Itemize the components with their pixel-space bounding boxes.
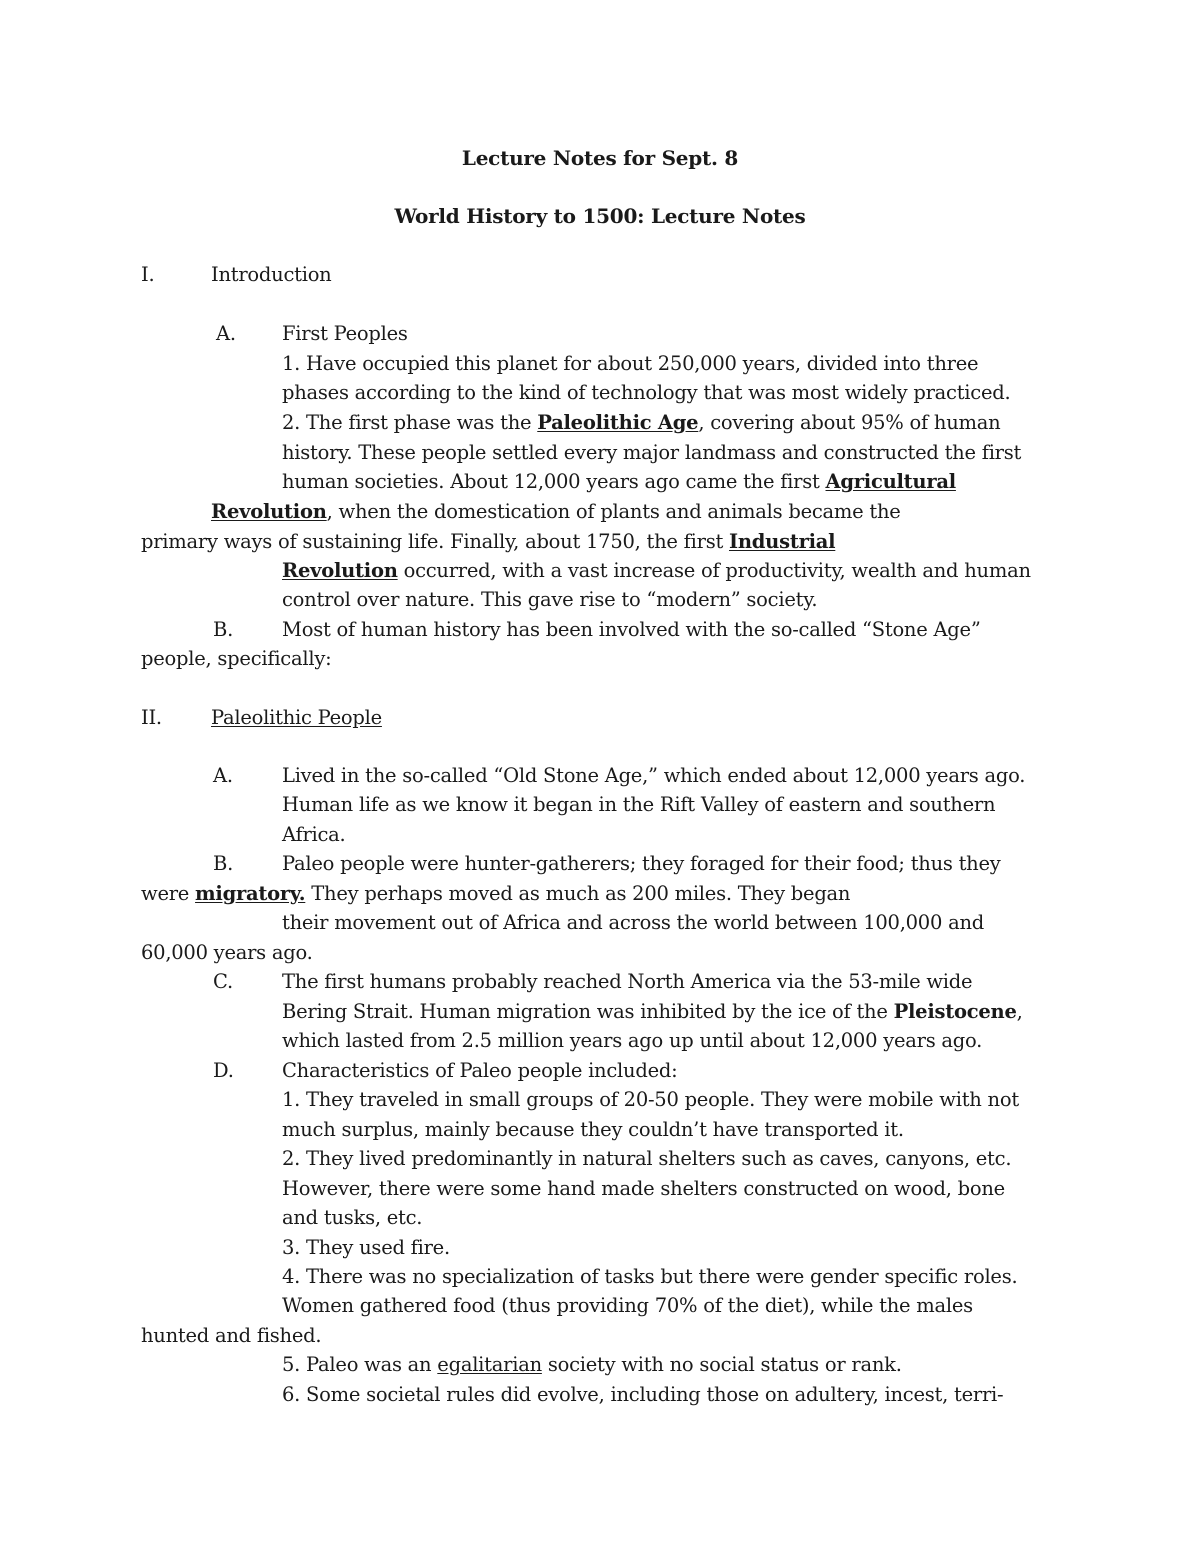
text-line: history. These people settled every major landmass and constructed the first — [282, 441, 1022, 464]
list-item: 6. Some societal rules did evolve, including those on adultery, incest, terri- — [282, 1383, 1004, 1406]
text-line: Characteristics of Paleo people included: — [282, 1059, 678, 1082]
text-line: However, there were some hand made shelters constructed on wood, bone — [282, 1177, 1005, 1200]
text-line: control over nature. This gave rise to “modern” society. — [282, 588, 818, 611]
text-line: Africa. — [282, 823, 346, 846]
text-line: and tusks, etc. — [282, 1206, 423, 1229]
list-item: 1. They traveled in small groups of 20-50 people. They were mobile with not — [282, 1088, 1019, 1111]
list-item: 3. They used fire. — [282, 1236, 450, 1259]
section-number: II. — [141, 706, 162, 729]
text-line: which lasted from 2.5 million years ago up until about 12,000 years ago. — [282, 1029, 983, 1052]
text-line: Women gathered food (thus providing 70% of the diet), while the males — [282, 1294, 973, 1317]
text-line: Paleo people were hunter-gatherers; they foraged for their food; thus they — [282, 852, 1001, 875]
item-label: A. — [213, 764, 233, 787]
text-line: Human life as we know it began in the Rift Valley of eastern and southern — [282, 793, 996, 816]
text-line: 1. Have occupied this planet for about 250,000 years, divided into three — [282, 352, 979, 375]
text-line: Lived in the so-called “Old Stone Age,” which ended about 12,000 years ago. — [282, 764, 1026, 787]
section-heading: Paleolithic People — [211, 706, 382, 729]
text-line: human societies. About 12,000 years ago came the first Agricultural — [282, 470, 956, 493]
text-line: were migratory. They perhaps moved as much as 200 miles. They began — [141, 882, 851, 905]
key-term: Revolution — [282, 559, 398, 582]
text-line: 60,000 years ago. — [141, 941, 313, 964]
key-term: migratory. — [195, 882, 306, 905]
item-heading: First Peoples — [282, 322, 408, 345]
item-label: C. — [213, 970, 233, 993]
item-label: D. — [213, 1059, 234, 1082]
key-term: Industrial — [729, 530, 836, 553]
key-term: Pleistocene — [893, 1000, 1017, 1023]
text-line: people, specifically: — [141, 647, 332, 670]
text-line: The first humans probably reached North America via the 53-mile wide — [282, 970, 973, 993]
text-line: phases according to the kind of technology that was most widely practiced. — [282, 381, 1011, 404]
text-line: 2. The first phase was the Paleolithic Age, covering about 95% of human — [282, 411, 1001, 434]
key-term: Agricultural — [825, 470, 956, 493]
text-line: much surplus, mainly because they couldn’t have transported it. — [282, 1118, 904, 1141]
key-term: egalitarian — [437, 1353, 542, 1376]
text-line: Bering Strait. Human migration was inhibited by the ice of the Pleistocene, — [282, 1000, 1023, 1023]
section-number: I. — [141, 263, 155, 286]
text-line: primary ways of sustaining life. Finally, about 1750, the first Industrial — [141, 530, 836, 553]
text-line: Revolution, when the domestication of plants and animals became the — [211, 500, 901, 523]
item-label: B. — [213, 618, 234, 641]
item-label: A. — [216, 322, 236, 345]
text-line: their movement out of Africa and across the world between 100,000 and — [282, 911, 984, 934]
section-heading: Introduction — [211, 263, 332, 286]
list-item: 5. Paleo was an egalitarian society with no social status or rank. — [282, 1353, 902, 1376]
page-title: Lecture Notes for Sept. 8 — [461, 146, 739, 170]
key-term: Revolution — [211, 500, 327, 523]
page-subtitle: World History to 1500: Lecture Notes — [394, 204, 806, 228]
list-item: 4. There was no specialization of tasks but there were gender specific roles. — [282, 1265, 1018, 1288]
text-line: Revolution occurred, with a vast increase of productivity, wealth and human — [282, 559, 1031, 582]
text-line: hunted and fished. — [141, 1324, 322, 1347]
list-item: 2. They lived predominantly in natural shelters such as caves, canyons, etc. — [282, 1147, 1012, 1170]
text-line: Most of human history has been involved with the so-called “Stone Age” — [282, 618, 981, 641]
item-label: B. — [213, 852, 234, 875]
key-term: Paleolithic Age — [537, 411, 699, 434]
